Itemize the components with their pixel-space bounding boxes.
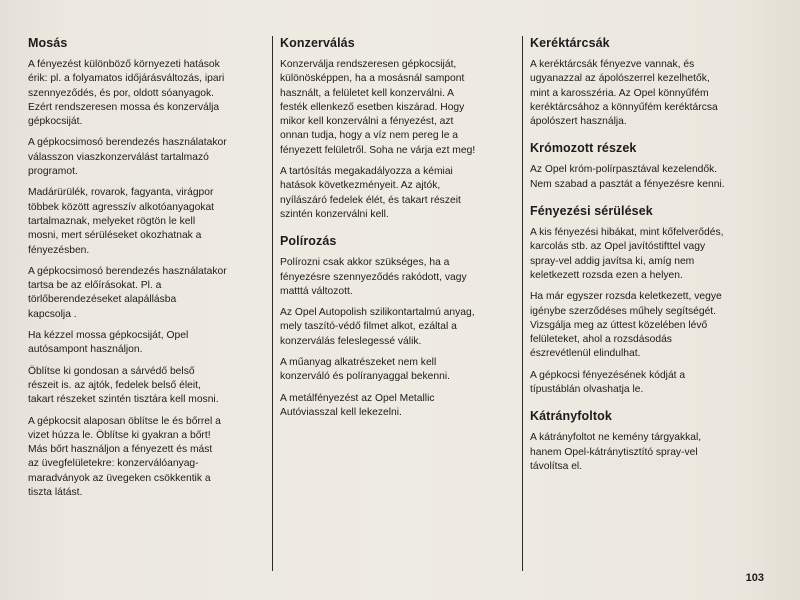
section-mosas [28,36,260,500]
paragraph: A gépkocsi fényezésének kódját a típustáblán olvashatja le. [530,369,686,396]
section-konzervalas [280,36,512,222]
paragraph: A fényezést különböző környezeti hatások érik: pl. a folyamatos időjárásváltozás, ipari szennyeződés, és por, oldott sóanyagok. Ezért rendszeresen mossa és konzerválja gépkocsiját. [28,59,225,128]
column-3 [530,36,770,486]
paragraph: A gépkocsimosó berendezés használatakor válasszon viaszkonzerválást tartalmazó programot. [28,137,227,178]
paragraph: Az Opel Autopolish szilikontartalmú anyag, mely taszító-védő filmet alkot, ezáltal a konzerválás feleslegessé válik. [280,307,475,347]
paragraph: A kis fényezési hibákat, mint kőfelverődés, karcolás stb. az Opel javítóstifttel vagy spray-vel addig javítsa ki, amíg nem keletkezett rozsda ezen a helyen. [530,227,724,281]
paragraph: Madárürülék, rovarok, fagyanta, virágpor többek között agresszív alkotóanyagokat tartalmaznak, melyeket rögtön le kell mosni, mert sérüléseket okozhatnak a fényezésben. [28,187,215,256]
paragraph: Konzerválja rendszeresen gépkocsiját, különösképpen, ha a mosásnál sampont használt, a felületet kell konzerválni. A festék ellenkező esetben kiszárad. Hogy mikor kell konzerválni a fényezést, azt onnan tudja, hogy a víz nem pereg le a fényezett felületről. Soha ne várja ezt meg! [280,59,476,156]
paragraph: Ha már egyszer rozsda keletkezett, vegye igénybe szerződéses műhely segítségét. Vizsgálja meg az úttest közelében lévő felületeket, ahol a rozsdásodás észrevétlenül elindulhat. [530,291,722,360]
paragraph: A gépkocsit alaposan öblítse le és bőrrel a vizet húzza le. Öblítse ki gyakran a bőrt! Más bőrt használjon a fényezett és mást az üvegfelületekre: konzerválóanyag- maradványok az üvegeken csökkentik a tiszta látást. [28,415,221,499]
column-2 [280,36,512,432]
section-kerektarcsak [530,36,770,129]
section-title: Fényezési sérülések [530,204,653,219]
column-divider [272,36,273,571]
paragraph: A műanyag alkatrészeket nem kell konzerváló és políranyaggal bekenni. [280,357,451,383]
column-1 [28,36,260,512]
section-polirozas [280,234,512,420]
page-number: 103 [745,572,764,584]
section-title: Krómozott részek [530,141,637,156]
section-katranyfoltok [530,409,770,474]
section-title: Mosás [28,36,68,50]
paragraph: A kátrányfoltot ne kemény tárgyakkal, hanem Opel-kátránytisztító spray-vel távolítsa el. [530,432,702,472]
section-title: Kátrányfoltok [530,409,612,424]
paragraph: A keréktárcsák fényezve vannak, és ugyanazzal az ápolószerrel kezelhetők, mint a karosszéria. Az Opel könnyűfém keréktárcsához a könnyűfém keréktárcsa ápolószert használja. [530,59,718,128]
section-fenyezesi-serulesek [530,204,770,397]
section-kromozott-reszek [530,141,770,192]
section-title: Konzerválás [280,36,355,50]
paragraph: Polírozni csak akkor szükséges, ha a fényezésre szennyeződés rakódott, vagy matttá változott. [280,257,467,297]
paragraph: A tartósítás megakadályozza a kémiai hatások következményeit. Az ajtók, nyílászáró fedelek élét, és takart részeit szintén konzerválni kell. [280,166,461,220]
section-title: Polírozás [280,234,337,249]
paragraph: Öblítse ki gondosan a sárvédő belső részeit is. az ajtók, fedelek belső éleit, takart részeket szintén tisztára kell mosni. [28,365,219,406]
column-divider [522,36,523,571]
paragraph: Ha kézzel mossa gépkocsiját, Opel autósampont használjon. [28,330,189,356]
paragraph: A metálfényezést az Opel Metallic Autóviasszal kell lekezelni. [280,392,435,418]
section-title: Keréktárcsák [530,36,610,50]
paragraph: A gépkocsimosó berendezés használatakor tartsa be az előírásokat. Pl. a törlőberendezéseket alapállásba kapcsolja . [28,265,227,320]
paragraph: Az Opel króm-polírpasztával kezelendők. Nem szabad a pasztát a fényezésre kenni. [530,164,725,190]
